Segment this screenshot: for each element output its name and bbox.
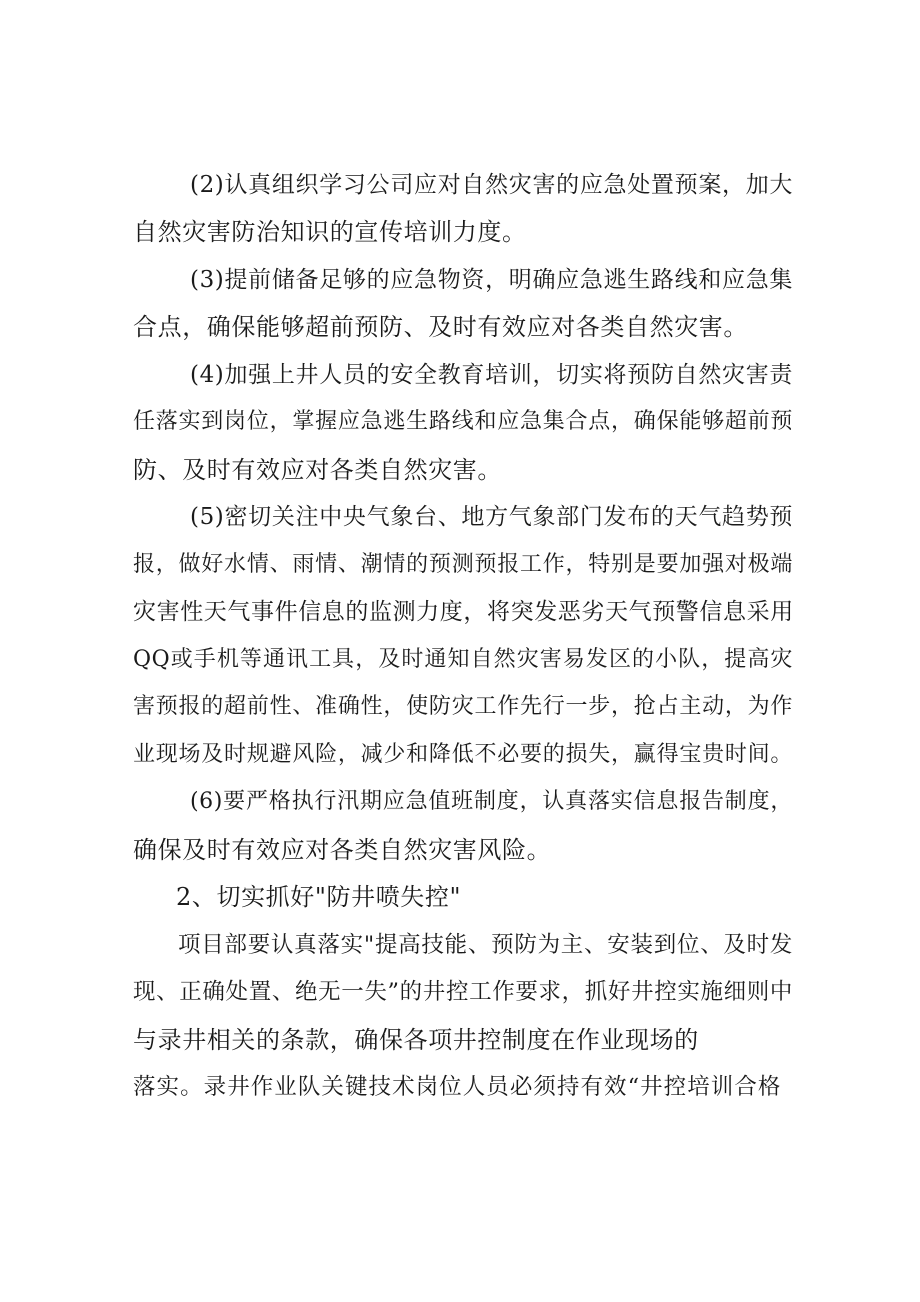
paragraph-5-line-2: 报，做好水情、雨情、潮情的预测预报工作，特别是要加强对极端 [133,552,793,577]
section-heading: 2、切实抓好"防井喷失控" [176,883,462,911]
paragraph-2-line-1: (2)认真组织学习公司应对自然灾害的应急处置预案，加大 [190,172,793,198]
paragraph-7-line-3: 与录井相关的条款，确保各项井控制度在作业现场的 [133,1026,699,1054]
paragraph-7-line-1: 项目部要认真落实"提高技能、预防为主、安装到位、及时发 [178,932,793,958]
paragraph-4-line-3: 防、及时有效应对各类自然灾害。 [133,456,502,484]
paragraph-6-line-1: (6)要严格执行汛期应急值班制度，认真落实信息报告制度， [190,789,793,814]
paragraph-4-line-1: (4)加强上井人员的安全教育培训，切实将预防自然灾害责 [190,362,793,388]
paragraph-5-line-3: 灾害性天气事件信息的监测力度，将突发恶劣天气预警信息采用 [133,599,794,625]
paragraph-5-line-1: (5)密切关注中央气象台、地方气象部门发布的天气趋势预 [190,504,793,530]
paragraph-7-line-4: 落实。录井作业队关键技术岗位人员必须持有效“井控培训合格 [133,1074,781,1100]
paragraph-3-line-2: 合点，确保能够超前预防、及时有效应对各类自然灾害。 [133,313,748,341]
paragraph-7-line-2: 现、正确处置、绝无一失”的井控工作要求，抓好井控实施细则中 [133,979,793,1005]
paragraph-3-line-1: (3)提前储备足够的应急物资，明确应急逃生路线和应急集 [190,267,793,293]
paragraph-5-line-6: 业现场及时规避风险，减少和降低不必要的损失，赢得宝贵时间。 [133,742,793,767]
paragraph-4-line-2: 任落实到岗位，掌握应急逃生路线和应急集合点，确保能够超前预 [133,409,793,434]
paragraph-6-line-2: 确保及时有效应对各类自然灾害风险。 [133,836,552,864]
paragraph-5-line-4: QQ或手机等通讯工具，及时通知自然灾害易发区的小队，提高灾 [133,647,793,672]
paragraph-2-line-2: 自然灾害防治知识的宣传培训力度。 [133,218,527,246]
paragraph-5-line-5: 害预报的超前性、准确性，使防灾工作先行一步，抢占主动，为作 [133,694,793,719]
